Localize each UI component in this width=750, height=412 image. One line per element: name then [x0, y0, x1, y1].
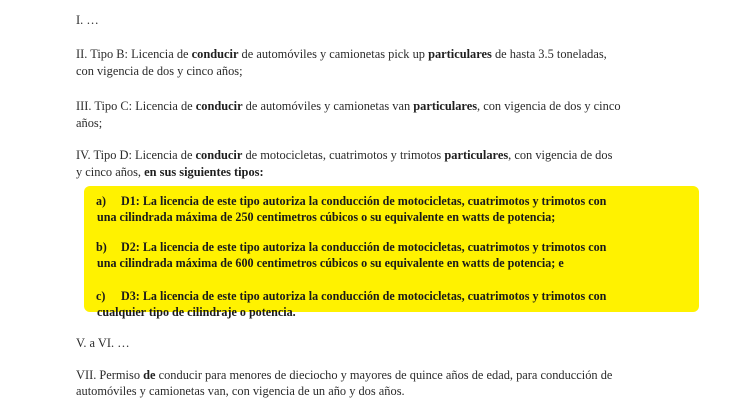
item-b-line-1: D2: La licencia de este tipo autoriza la conducción de motocicletas, cuatrimotos y trimotos con — [121, 240, 607, 254]
item-c-marker: c) — [96, 289, 106, 303]
section-vii-line-1 — [76, 368, 612, 383]
bold-term: conducir — [195, 148, 243, 162]
bold-term: conducir — [195, 99, 243, 113]
section-iii-line-1 — [76, 99, 621, 114]
text-run: VII. Permiso — [76, 368, 144, 382]
text-run: IV. Tipo D: Licencia de — [76, 148, 196, 162]
text-run: de automóviles y camionetas van — [242, 99, 414, 113]
text-run: conducir para menores de dieciocho y mayores de quince años de edad, para conducción de — [155, 368, 613, 382]
text-run: , con vigencia de dos y cinco — [477, 99, 621, 113]
text-run: de hasta 3.5 toneladas, — [491, 47, 607, 61]
section-i: I. … — [76, 13, 99, 27]
section-ii-line-1 — [76, 47, 607, 62]
section-v-vi: V. a VI. … — [76, 336, 130, 350]
text-run: , con vigencia de dos — [508, 148, 613, 162]
section-vii-line-2: automóviles y camionetas van, con vigencia de un año y dos años. — [76, 384, 405, 398]
item-c-line-2: cualquier tipo de cilindraje o potencia. — [97, 305, 296, 319]
item-c-line-1: D3: La licencia de este tipo autoriza la conducción de motocicletas, cuatrimotos y trimotos con — [121, 289, 607, 303]
bold-term: en sus siguientes tipos: — [144, 165, 264, 179]
bold-term: particulares — [444, 148, 509, 162]
text-run: III. Tipo C: Licencia de — [76, 99, 196, 113]
bold-term: conducir — [191, 47, 239, 61]
bold-term: de — [143, 368, 156, 382]
section-iii-line-2: años; — [76, 116, 103, 130]
item-b-marker: b) — [96, 240, 107, 254]
section-iv-line-2 — [76, 165, 264, 180]
item-b-line-2: una cilindrada máxima de 600 centimetros cúbicos o su equivalente en watts de potencia; e — [97, 256, 564, 270]
text-run: II. Tipo B: Licencia de — [76, 47, 192, 61]
text-run: y cinco años, — [76, 165, 145, 179]
section-ii-line-2: con vigencia de dos y cinco años; — [76, 64, 243, 78]
bold-term: particulares — [428, 47, 492, 61]
bold-term: particulares — [413, 99, 478, 113]
item-a-marker: a) — [96, 194, 107, 208]
section-iv-line-1 — [76, 148, 612, 163]
item-a-line-2: una cilindrada máxima de 250 centimetros cúbicos o su equivalente en watts de potencia; — [97, 210, 556, 224]
item-a-line-1: D1: La licencia de este tipo autoriza la conducción de motocicletas, cuatrimotos y trimotos con — [121, 194, 607, 208]
text-run: de automóviles y camionetas pick up — [238, 47, 429, 61]
text-run: de motocicletas, cuatrimotos y trimotos — [242, 148, 445, 162]
